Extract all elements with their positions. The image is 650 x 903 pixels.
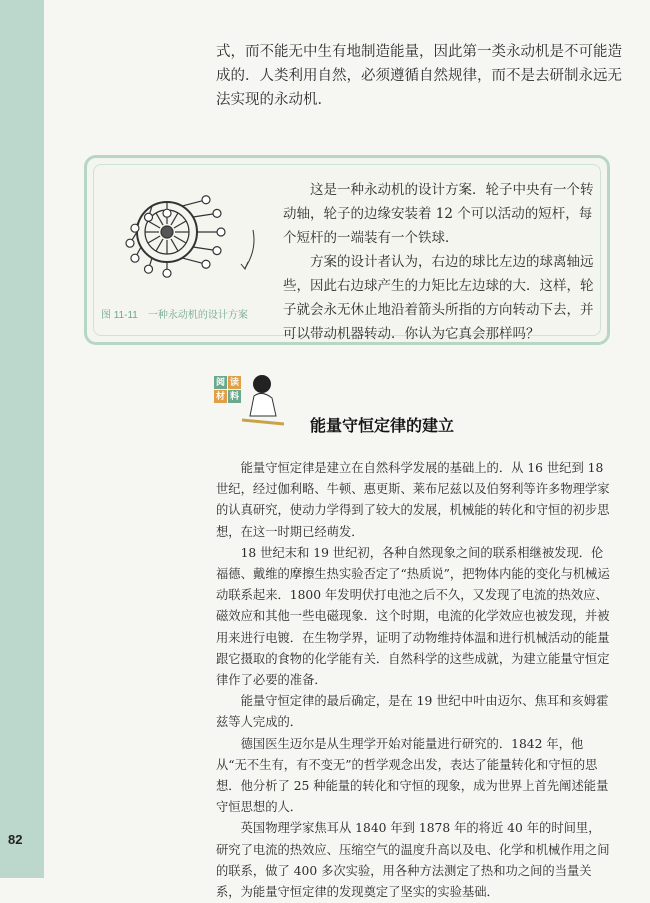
iron-ball <box>126 239 134 247</box>
top-paragraph: 式，而不能无中生有地制造能量，因此第一类永动机是不可能造成的．人类利用自然，必须遵循自然规律，而不是去研制永远无法实现的永动机． <box>216 44 622 108</box>
body-paragraph: 能量守恒定律是建立在自然科学发展的基础上的．从 16 世纪到 18 世纪，经过伽利略、牛顿、惠更斯、莱布尼兹以及伯努利等许多物理学家的认真研究，使动力学得到了较大的发展，机械能的转化和守恒的初步思想，在这一时期已经萌发． <box>216 461 610 539</box>
reading-material-icon <box>214 370 284 430</box>
figure-paragraph: 方案的设计者认为，右边的球比左边的球离轴远些，因此右边球产生的力矩比左边球的大．这样，轮子就会永无休止地沿着箭头所指的方向转动下去，并可以带动机器转动．你认为它真会那样吗？ <box>283 254 594 342</box>
figure-description <box>283 178 595 346</box>
reader-figure-icon <box>242 370 284 430</box>
iron-ball <box>163 209 171 217</box>
perpetual-motion-wheel-illustration <box>105 170 265 300</box>
body-paragraph: 18 世纪末和 19 世纪初，各种自然现象之间的联系相继被发现．伦福德、戴维的摩擦生热实验否定了“热质说”，把物体内能的变化与机械运动联系起来．1800 年发明伏打电池之后不久，又发现了电流的热效应、磁效应和其他一些电磁现象．这个时期，电流的化学效应也被发现，并被用来进行电镀．在生物学界，证明了动物维持体温和进行机械活动的能量跟它摄取的食物的化学能有关．自然科学的这些成就，为建立能量守恒定律作了必要的准备． <box>216 545 610 688</box>
iron-ball <box>145 213 153 221</box>
figure-caption: 图 11-11 一种永动机的设计方案 <box>101 310 248 321</box>
iron-ball <box>131 254 139 262</box>
reading-tag-char: 料 <box>229 391 239 401</box>
iron-ball <box>131 224 139 232</box>
figure-box <box>84 155 610 345</box>
iron-ball <box>213 209 221 217</box>
body-paragraph: 能量守恒定律的最后确定，是在 19 世纪中叶由迈尔、焦耳和亥姆霍兹等人完成的． <box>216 694 609 730</box>
reading-tag-char: 材 <box>215 391 225 401</box>
iron-ball <box>145 265 153 273</box>
iron-ball <box>202 196 210 204</box>
body-paragraph: 英国物理学家焦耳从 1840 年到 1878 年的将近 40 年的时间里，研究了电流的热效应、压缩空气的温度升高以及电、化学和机械作用之间的联系，做了 400 多次实验，用各种方法测定了热和功之间的当量关系，为能量守恒定律的发现奠定了坚实的实验基础． <box>216 821 610 900</box>
section-title: 能量守恒定律的建立 <box>310 418 455 435</box>
body-text <box>216 458 612 903</box>
body-paragraph: 德国医生迈尔是从生理学开始对能量进行研究的．1842 年，他从“无不生有，有不变无”的哲学观念出发，表达了能量转化和守恒的思想．他分析了 25 种能量的转化和守恒的现象，成为世界上首先阐述能量守恒思想的人． <box>216 736 609 815</box>
page-side-bar <box>0 0 44 878</box>
iron-ball <box>217 228 225 236</box>
iron-ball <box>213 247 221 255</box>
reading-tag-char: 读 <box>229 377 239 387</box>
page-number: 82 <box>8 832 23 847</box>
figure-paragraph: 这是一种永动机的设计方案．轮子中央有一个转动轴，轮子的边缘安装着 12 个可以活动的短杆，每个短杆的一端装有一个铁球． <box>283 182 594 246</box>
iron-ball <box>202 260 210 268</box>
reading-tag-char: 阅 <box>215 377 225 387</box>
iron-ball <box>163 269 171 277</box>
rotation-arrow-icon <box>245 230 254 268</box>
